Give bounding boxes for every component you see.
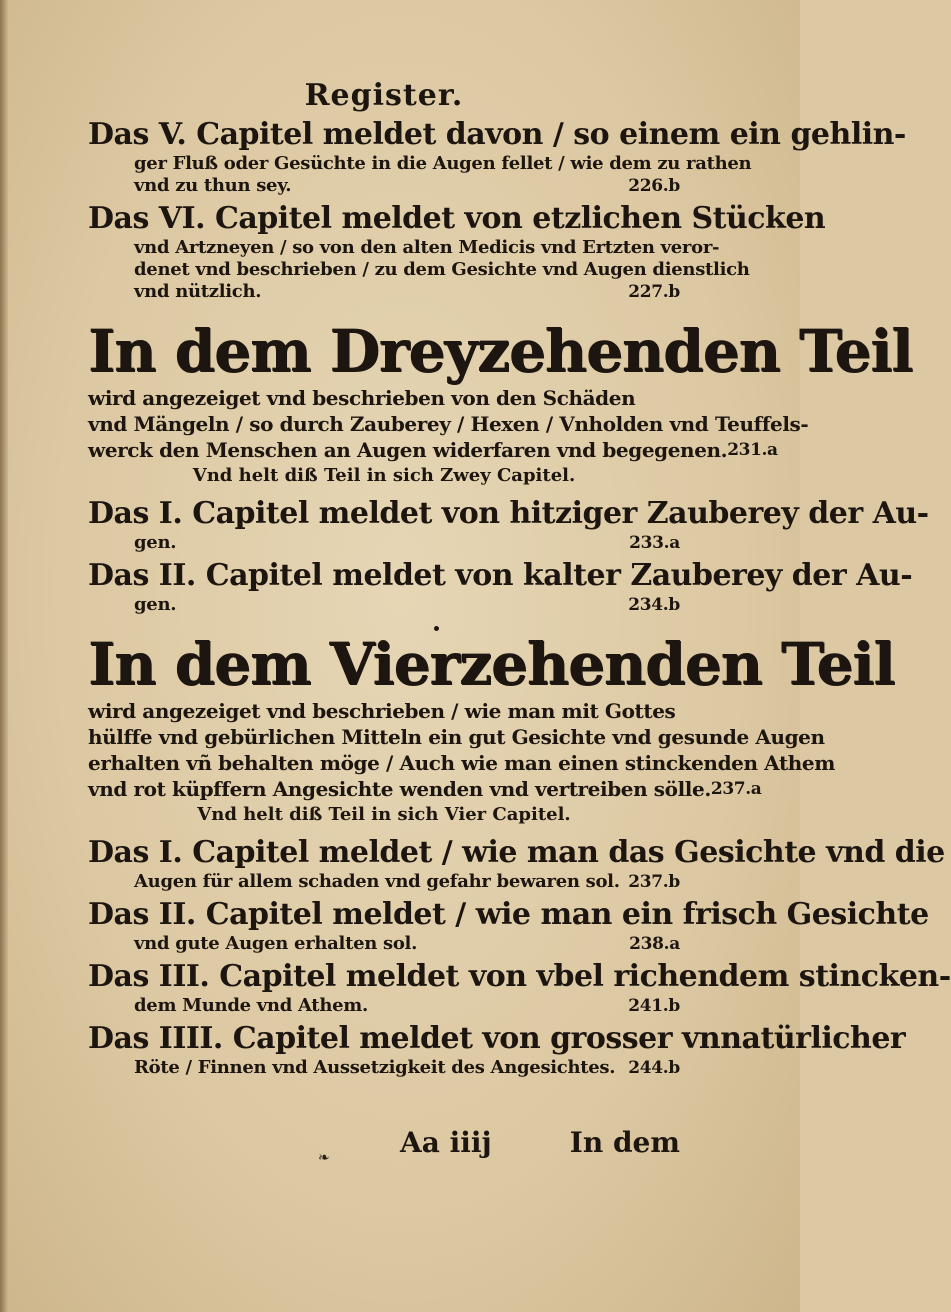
part-13-last-line: [88, 437, 778, 463]
chapter-description: [134, 594, 680, 616]
page-binding-edge: [0, 0, 8, 1312]
chapter-last-text: dem Munde vnd Athem.: [134, 995, 368, 1016]
chapter-last-text: vnd nützlich.: [134, 281, 262, 302]
chapter-last-line: [134, 995, 680, 1017]
chapter-heading: Das VI. Capitel meldet von etzlichen Stücken: [88, 201, 826, 236]
chapter-last-line: [134, 871, 680, 893]
chapter-page-ref: 234.b: [628, 595, 680, 615]
chapter-entry: [88, 117, 906, 197]
chapter-entry: [88, 496, 929, 554]
chapter-description: [134, 871, 680, 893]
chapter-page-ref: 238.a: [629, 934, 680, 954]
chapter-last-text: Röte / Finnen vnd Aussetzigkeit des Angesichtes.: [134, 1057, 616, 1078]
part-14-page-ref: 237.a: [710, 779, 762, 799]
part-13-last-text: werck den Menschen an Augen widerfaren vnd begegenen.: [88, 438, 728, 462]
part-14-line: erhalten vñ behalten möge / Auch wie man einen stinckenden Athem: [88, 751, 836, 775]
chapter-entry: [88, 1021, 906, 1079]
part-13-title: In dem Dreyzehenden Teil: [88, 317, 913, 385]
chapter-page-ref: 233.a: [629, 533, 680, 553]
part-14-title: In dem Vierzehenden Teil: [88, 630, 895, 698]
part-13-line: vnd Mängeln / so durch Zauberey / Hexen / Vnholden vnd Teuffels‑: [88, 412, 809, 436]
part-14-last-line: [88, 776, 762, 802]
chapter-description: [134, 237, 750, 303]
printer-ornament-icon: ❧: [318, 1150, 330, 1166]
chapters-part-13: [88, 496, 929, 616]
chapter-description: [134, 995, 680, 1017]
part-13: [88, 317, 913, 486]
chapter-entry: [88, 959, 951, 1017]
signature-mark: Aa iiij: [400, 1126, 492, 1159]
chapter-line: ger Fluß oder Gesüchte in die Augen fellet / wie dem zu rathen: [134, 153, 752, 174]
part-14-last-text: vnd rot küpffern Angesichte wenden vnd vertreiben sölle.: [88, 777, 711, 801]
part-14: [88, 630, 895, 825]
part-13-line: wird angezeiget vnd beschrieben von den Schäden: [88, 386, 636, 410]
chapter-last-line: [134, 1057, 680, 1079]
chapter-page-ref: 241.b: [628, 996, 680, 1016]
chapter-heading: Das III. Capitel meldet von vbel richendem stincken‑: [88, 959, 951, 994]
chapter-description: [134, 532, 680, 554]
chapter-heading: Das IIII. Capitel meldet von grosser vnnatürlicher: [88, 1021, 906, 1056]
catchword: In dem: [569, 1126, 680, 1159]
chapter-last-text: gen.: [134, 594, 177, 615]
chapters-part-12: [88, 117, 906, 303]
chapter-heading: Das II. Capitel meldet / wie man ein frisch Gesichte: [88, 897, 929, 932]
chapter-entry: [88, 897, 929, 955]
chapter-page-ref: 244.b: [628, 1058, 680, 1078]
chapter-heading: Das I. Capitel meldet von hitziger Zauberey der Au‑: [88, 496, 929, 531]
part-14-line: hülffe vnd gebürlichen Mitteln ein gut Gesichte vnd gesunde Augen: [88, 725, 825, 749]
chapter-page-ref: 237.b: [628, 872, 680, 892]
chapters-part-14: [88, 835, 951, 1079]
chapter-last-line: [134, 594, 680, 616]
register-content: [88, 78, 951, 1079]
chapter-description: [134, 933, 680, 955]
chapter-last-text: vnd zu thun sey.: [134, 175, 292, 196]
running-header: Register.: [304, 78, 464, 113]
chapter-entry: [88, 558, 913, 616]
chapter-line: denet vnd beschrieben / zu dem Gesichte vnd Augen dienstlich: [134, 259, 750, 280]
chapter-heading: Das II. Capitel meldet von kalter Zauberey der Au‑: [88, 558, 913, 593]
chapter-last-text: Augen für allem schaden vnd gefahr bewaren sol.: [134, 871, 620, 892]
part-13-chapter-count: Vnd helt diß Teil in sich Zwey Capitel.: [192, 465, 576, 486]
part-14-description: [88, 698, 836, 802]
chapter-page-ref: 227.b: [628, 282, 680, 302]
chapter-page-ref: 226.b: [628, 176, 680, 196]
chapter-last-line: [134, 532, 680, 554]
part-13-page-ref: 231.a: [727, 440, 778, 460]
chapter-last-line: [134, 933, 680, 955]
part-13-description: [88, 385, 809, 463]
chapter-line: vnd Artzneyen / so von den alten Medicis vnd Ertzten veror‑: [134, 237, 720, 258]
chapter-description: [134, 1057, 680, 1079]
chapter-last-text: gen.: [134, 532, 177, 553]
chapter-heading: Das I. Capitel meldet / wie man das Gesichte vnd die: [88, 835, 945, 870]
chapter-description: [134, 153, 752, 197]
chapter-last-line: [134, 175, 680, 197]
part-14-line: wird angezeiget vnd beschrieben / wie man mit Gottes: [88, 699, 676, 723]
chapter-last-text: vnd gute Augen erhalten sol.: [134, 933, 418, 954]
chapter-entry: [88, 835, 945, 893]
chapter-heading: Das V. Capitel meldet davon / so einem ein gehlin‑: [88, 117, 906, 152]
part-14-chapter-count: Vnd helt diß Teil in sich Vier Capitel.: [197, 804, 571, 825]
chapter-entry: [88, 201, 826, 303]
chapter-last-line: [134, 281, 680, 303]
